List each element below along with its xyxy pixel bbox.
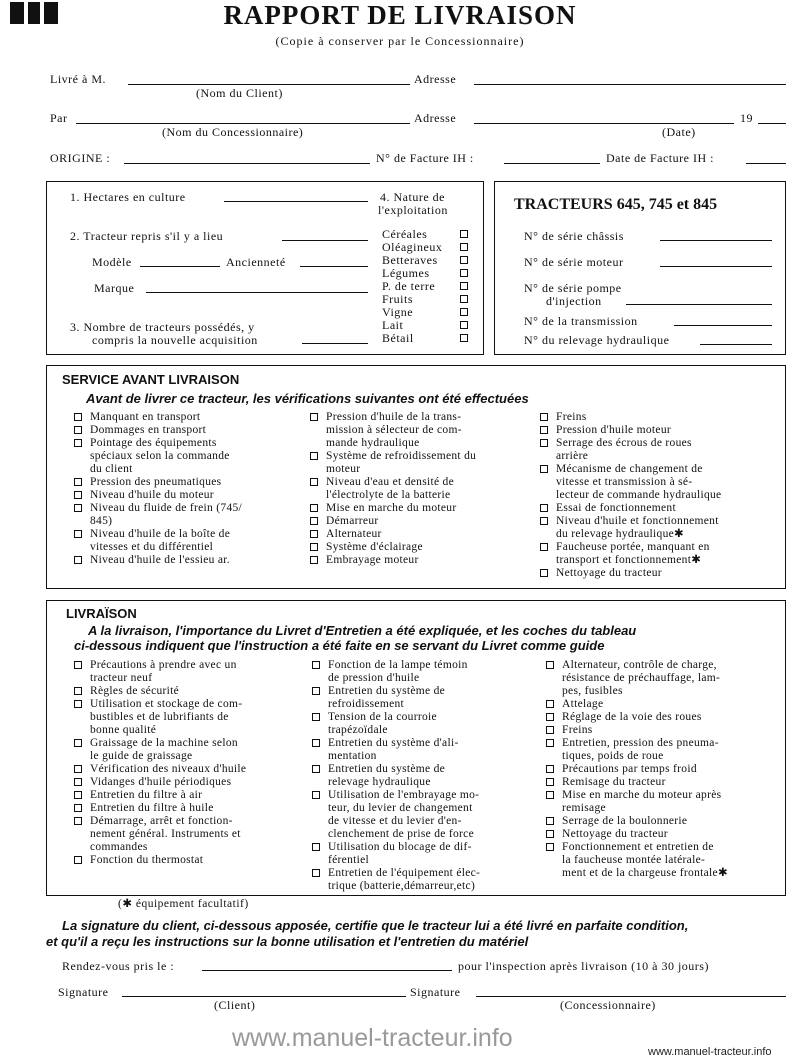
livraison-check-item bbox=[312, 711, 544, 737]
livraison-check-checkbox[interactable] bbox=[546, 843, 554, 851]
culture-checkbox[interactable] bbox=[460, 334, 468, 342]
culture-item bbox=[382, 332, 474, 345]
livraison-check-checkbox[interactable] bbox=[74, 687, 82, 695]
livraison-check-checkbox[interactable] bbox=[312, 765, 320, 773]
livraison-check-item bbox=[546, 711, 786, 724]
service-check-item bbox=[310, 515, 540, 528]
tracteur-repris-label: 2. Tracteur repris s'il y a lieu bbox=[70, 229, 224, 243]
culture-checkbox[interactable] bbox=[460, 282, 468, 290]
livraison-check-item-text: trapézoïdale bbox=[328, 724, 388, 736]
serie-moteur-label: N° de série moteur bbox=[524, 255, 624, 269]
service-check-item bbox=[540, 502, 784, 515]
livraison-check-item-text: mentation bbox=[328, 750, 377, 762]
service-check-checkbox[interactable] bbox=[74, 530, 82, 538]
tractor-models-title: TRACTEURS 645, 745 et 845 bbox=[514, 196, 718, 213]
livraison-check-item bbox=[74, 854, 310, 867]
modele-field[interactable] bbox=[140, 266, 220, 267]
livraison-check-item-text: Fonction du thermostat bbox=[90, 854, 204, 866]
livraison-check-checkbox[interactable] bbox=[74, 856, 82, 864]
livraison-check-item bbox=[546, 841, 786, 880]
livraison-check-item bbox=[312, 763, 544, 789]
service-check-item bbox=[540, 411, 784, 424]
adresse2-label: Adresse bbox=[414, 111, 457, 125]
livraison-check-item-text: bustibles et de lubrifiants de bbox=[90, 711, 229, 723]
livraison-check-item-text: Utilisation et stockage de com- bbox=[90, 698, 243, 710]
culture-label: Céréales bbox=[382, 227, 428, 241]
livraison-intro-1: A la livraison, l'importance du Livret d'Entretien a été expliquée, et les coches du tableau bbox=[88, 623, 637, 638]
service-check-item-text: Manquant en transport bbox=[90, 411, 201, 423]
livraison-check-checkbox[interactable] bbox=[546, 817, 554, 825]
livraison-check-item-text: férentiel bbox=[328, 854, 370, 866]
nombre-label-1: 3. Nombre de tracteurs possédés, y bbox=[70, 320, 255, 334]
livraison-check-checkbox[interactable] bbox=[312, 843, 320, 851]
livraison-check-checkbox[interactable] bbox=[74, 739, 82, 747]
livraison-check-item-text: Nettoyage du tracteur bbox=[562, 828, 668, 840]
livraison-check-checkbox[interactable] bbox=[546, 726, 554, 734]
service-col-2 bbox=[310, 411, 540, 567]
livraison-check-item-text: Règles de sécurité bbox=[90, 685, 180, 697]
livraison-check-item bbox=[312, 685, 544, 711]
service-check-checkbox[interactable] bbox=[310, 413, 318, 421]
livraison-check-item-text: Fonctionnement et entretien de bbox=[562, 841, 714, 853]
livraison-check-item bbox=[74, 698, 310, 737]
concessionnaire-caption: (Concessionnaire) bbox=[560, 998, 656, 1012]
service-check-item-text: Nettoyage du tracteur bbox=[556, 567, 662, 579]
client-caption: (Client) bbox=[214, 998, 256, 1012]
livraison-check-item-text: remisage bbox=[562, 802, 606, 814]
tracteur-repris-field[interactable] bbox=[282, 240, 368, 241]
culture-checkbox[interactable] bbox=[460, 256, 468, 264]
livraison-check-checkbox[interactable] bbox=[546, 713, 554, 721]
watermark-main: www.manuel-tracteur.info bbox=[232, 1024, 513, 1052]
service-check-checkbox[interactable] bbox=[310, 530, 318, 538]
cultures-list bbox=[382, 228, 474, 345]
service-check-checkbox[interactable] bbox=[74, 413, 82, 421]
service-check-checkbox[interactable] bbox=[74, 504, 82, 512]
client-signature-field[interactable] bbox=[122, 996, 406, 997]
date-facture-field[interactable] bbox=[746, 163, 786, 164]
culture-checkbox[interactable] bbox=[460, 321, 468, 329]
livraison-check-item bbox=[546, 828, 786, 841]
service-check-checkbox[interactable] bbox=[540, 439, 548, 447]
nombre-field[interactable] bbox=[302, 343, 368, 344]
livraison-check-item bbox=[74, 789, 310, 802]
nature-label-2: l'exploitation bbox=[378, 203, 448, 217]
culture-label: Bétail bbox=[382, 331, 414, 345]
livraison-check-item-text: Entretien du système de bbox=[328, 763, 446, 775]
serie-chassis-label: N° de série châssis bbox=[524, 229, 624, 243]
livraison-check-item-text: Entretien du filtre à air bbox=[90, 789, 203, 801]
service-check-checkbox[interactable] bbox=[540, 504, 548, 512]
livraison-check-checkbox[interactable] bbox=[312, 661, 320, 669]
service-check-item-text: mission à sélecteur de com- bbox=[326, 424, 462, 436]
livraison-check-item-text: commandes bbox=[90, 841, 148, 853]
livre-label: Livré à M. bbox=[50, 72, 106, 86]
service-check-item-text: vitesses et du différentiel bbox=[90, 541, 214, 553]
culture-label: Betteraves bbox=[382, 253, 438, 267]
service-check-item-text: Faucheuse portée, manquant en bbox=[556, 541, 710, 553]
relevage-label: N° du relevage hydraulique bbox=[524, 333, 670, 347]
livraison-check-checkbox[interactable] bbox=[74, 804, 82, 812]
service-check-item bbox=[310, 411, 540, 450]
livraison-check-item-text: Précautions par temps froid bbox=[562, 763, 697, 775]
livraison-check-item bbox=[546, 789, 786, 815]
year-field[interactable] bbox=[758, 123, 786, 124]
livraison-check-item-text: Entretien de l'équipement élec- bbox=[328, 867, 481, 879]
livraison-check-item-text: Précautions à prendre avec un bbox=[90, 659, 237, 671]
service-check-item-text: Niveau d'eau et densité de bbox=[326, 476, 455, 488]
livraison-col-2 bbox=[312, 659, 544, 893]
livraison-check-item-text: Utilisation de l'embrayage mo- bbox=[328, 789, 480, 801]
service-check-item-text: Système de refroidissement du bbox=[326, 450, 477, 462]
par-label: Par bbox=[50, 111, 68, 125]
year-prefix: 19 bbox=[740, 111, 753, 125]
service-check-item-text: Pointage des équipements bbox=[90, 437, 217, 449]
livraison-check-item-text: Vidanges d'huile périodiques bbox=[90, 776, 232, 788]
livraison-check-item-text: Utilisation du blocage de dif- bbox=[328, 841, 472, 853]
livraison-check-item-text: le guide de graissage bbox=[90, 750, 193, 762]
livraison-check-item bbox=[546, 724, 786, 737]
service-check-checkbox[interactable] bbox=[540, 413, 548, 421]
service-check-item-text: Freins bbox=[556, 411, 587, 423]
service-check-item-text: Niveau d'huile de la boîte de bbox=[90, 528, 231, 540]
service-check-checkbox[interactable] bbox=[74, 556, 82, 564]
service-col-1 bbox=[74, 411, 308, 567]
livraison-check-item bbox=[74, 763, 310, 776]
service-check-item-text: Serrage des écrous de roues bbox=[556, 437, 692, 449]
service-check-item-text: Niveau du fluide de frein (745/ bbox=[90, 502, 243, 514]
livraison-check-item-text: teur, du levier de changement bbox=[328, 802, 473, 814]
livraison-check-checkbox[interactable] bbox=[546, 661, 554, 669]
culture-label: Vigne bbox=[382, 305, 414, 319]
livraison-check-item bbox=[546, 815, 786, 828]
service-check-checkbox[interactable] bbox=[310, 504, 318, 512]
service-intro: Avant de livrer ce tracteur, les vérifications suivantes ont été effectuées bbox=[86, 391, 529, 406]
service-check-item-text: moteur bbox=[326, 463, 361, 475]
livraison-check-item-text: refroidissement bbox=[328, 698, 405, 710]
livraison-check-checkbox[interactable] bbox=[74, 765, 82, 773]
serie-pompe-label-1: N° de série pompe bbox=[524, 281, 622, 295]
relevage-field[interactable] bbox=[700, 344, 772, 345]
service-check-checkbox[interactable] bbox=[310, 556, 318, 564]
livraison-title: LIVRAÏSON bbox=[66, 606, 137, 621]
culture-label: Fruits bbox=[382, 292, 414, 306]
serie-pompe-field[interactable] bbox=[626, 304, 772, 305]
livraison-check-checkbox[interactable] bbox=[312, 687, 320, 695]
watermark-small: www.manuel-tracteur.info bbox=[648, 1046, 772, 1058]
service-check-item-text: Démarreur bbox=[326, 515, 379, 527]
transmission-label: N° de la transmission bbox=[524, 314, 638, 328]
service-check-checkbox[interactable] bbox=[540, 543, 548, 551]
livraison-check-checkbox[interactable] bbox=[312, 791, 320, 799]
service-check-item-text: Mise en marche du moteur bbox=[326, 502, 457, 514]
culture-checkbox[interactable] bbox=[460, 243, 468, 251]
livraison-check-item-text: Réglage de la voie des roues bbox=[562, 711, 702, 723]
culture-checkbox[interactable] bbox=[460, 230, 468, 238]
service-check-item-text: arrière bbox=[556, 450, 589, 462]
service-check-checkbox[interactable] bbox=[310, 543, 318, 551]
livraison-check-item-text: bonne qualité bbox=[90, 724, 157, 736]
livraison-check-item bbox=[74, 685, 310, 698]
livraison-check-item bbox=[546, 737, 786, 763]
dealer-address-field[interactable] bbox=[474, 123, 734, 124]
service-check-checkbox[interactable] bbox=[540, 517, 548, 525]
service-check-item bbox=[310, 502, 540, 515]
livraison-check-item-text: Graissage de la machine selon bbox=[90, 737, 238, 749]
hectares-label: 1. Hectares en culture bbox=[70, 190, 186, 204]
livraison-col-3 bbox=[546, 659, 786, 880]
service-check-item-text: Essai de fonctionnement bbox=[556, 502, 676, 514]
livraison-check-item-text: Serrage de la boulonnerie bbox=[562, 815, 688, 827]
livraison-check-item-text: Tension de la courroie bbox=[328, 711, 437, 723]
service-check-item-text: Niveau d'huile de l'essieu ar. bbox=[90, 554, 230, 566]
service-check-item-text: mande hydraulique bbox=[326, 437, 420, 449]
livraison-check-item-text: Démarrage, arrêt et fonction- bbox=[90, 815, 233, 827]
service-check-checkbox[interactable] bbox=[540, 569, 548, 577]
service-check-checkbox[interactable] bbox=[310, 452, 318, 460]
dealer-signature-label: Signature bbox=[410, 985, 461, 999]
footnote: (✱ équipement facultatif) bbox=[118, 898, 249, 910]
service-check-item-text: Niveau d'huile et fonctionnement bbox=[556, 515, 719, 527]
livraison-check-item-text: Entretien, pression des pneuma- bbox=[562, 737, 719, 749]
anciennete-field[interactable] bbox=[300, 266, 368, 267]
service-check-item-text: Alternateur bbox=[326, 528, 382, 540]
service-check-checkbox[interactable] bbox=[310, 478, 318, 486]
adresse-label: Adresse bbox=[414, 72, 457, 86]
livraison-check-checkbox[interactable] bbox=[312, 713, 320, 721]
livraison-check-item-text: Attelage bbox=[562, 698, 604, 710]
service-check-item bbox=[540, 463, 784, 502]
livraison-check-checkbox[interactable] bbox=[74, 817, 82, 825]
service-check-item bbox=[310, 450, 540, 476]
client-name-field[interactable] bbox=[128, 84, 410, 85]
service-check-item bbox=[74, 424, 308, 437]
service-title: SERVICE AVANT LIVRAISON bbox=[62, 372, 240, 387]
livraison-check-item bbox=[312, 789, 544, 841]
serie-pompe-label-2: d'injection bbox=[546, 294, 602, 308]
service-check-item bbox=[540, 437, 784, 463]
livraison-check-item bbox=[312, 867, 544, 893]
livraison-check-checkbox[interactable] bbox=[546, 700, 554, 708]
livraison-check-item-text: Mise en marche du moteur après bbox=[562, 789, 722, 801]
culture-checkbox[interactable] bbox=[460, 308, 468, 316]
livraison-check-checkbox[interactable] bbox=[312, 869, 320, 877]
nombre-label-2: compris la nouvelle acquisition bbox=[92, 333, 258, 347]
livraison-intro-2: ci-dessous indiquent que l'instruction a été faite en se servant du Livret comme guide bbox=[74, 638, 605, 653]
livraison-check-item-text: résistance de préchauffage, lam- bbox=[562, 672, 721, 684]
livraison-check-item bbox=[74, 802, 310, 815]
livraison-check-item bbox=[74, 737, 310, 763]
service-check-item-text: Dommages en transport bbox=[90, 424, 207, 436]
service-check-item bbox=[540, 567, 784, 580]
service-check-item bbox=[74, 476, 308, 489]
livraison-check-item bbox=[546, 776, 786, 789]
livraison-check-item-text: Vérification des niveaux d'huile bbox=[90, 763, 247, 775]
service-check-item bbox=[74, 411, 308, 424]
service-check-item bbox=[310, 528, 540, 541]
signature-statement-2: et qu'il a reçu les instructions sur la bonne utilisation et l'entretien du matériel bbox=[46, 934, 529, 949]
signature-statement-1: La signature du client, ci-dessous apposée, certifie que le tracteur lui a été livré en parfaite condition, bbox=[62, 918, 689, 933]
service-check-item bbox=[74, 502, 308, 528]
service-check-checkbox[interactable] bbox=[74, 478, 82, 486]
service-check-checkbox[interactable] bbox=[540, 426, 548, 434]
facture-label: N° de Facture IH : bbox=[376, 151, 474, 165]
livraison-check-checkbox[interactable] bbox=[74, 778, 82, 786]
rdv-label: Rendez-vous pris le : bbox=[62, 959, 175, 973]
service-check-checkbox[interactable] bbox=[74, 426, 82, 434]
modele-label: Modèle bbox=[92, 255, 132, 269]
culture-label: Légumes bbox=[382, 266, 430, 280]
nature-label-1: 4. Nature de bbox=[380, 190, 445, 204]
client-signature-label: Signature bbox=[58, 985, 109, 999]
service-check-item-text: 845) bbox=[90, 515, 113, 527]
inspection-text: pour l'inspection après livraison (10 à 30 jours) bbox=[458, 959, 709, 973]
livraison-check-item-text: Freins bbox=[562, 724, 593, 736]
livraison-check-item-text: Fonction de la lampe témoin bbox=[328, 659, 468, 671]
culture-label: Lait bbox=[382, 318, 404, 332]
service-check-item bbox=[74, 554, 308, 567]
service-check-item bbox=[310, 541, 540, 554]
livraison-check-item bbox=[312, 841, 544, 867]
livraison-check-item-text: Remisage du tracteur bbox=[562, 776, 666, 788]
service-check-item-text: transport et fonctionnement✱ bbox=[556, 554, 702, 566]
service-check-item-text: du relevage hydraulique✱ bbox=[556, 528, 684, 540]
marque-field[interactable] bbox=[146, 292, 368, 293]
service-check-item bbox=[310, 476, 540, 502]
service-check-item-text: du client bbox=[90, 463, 133, 475]
livraison-check-item-text: de pression d'huile bbox=[328, 672, 420, 684]
livraison-check-item-text: Entretien du système de bbox=[328, 685, 446, 697]
service-check-item-text: Pression d'huile de la trans- bbox=[326, 411, 462, 423]
service-check-item-text: vitesse et transmission à sé- bbox=[556, 476, 693, 488]
service-check-item bbox=[310, 554, 540, 567]
service-col-3 bbox=[540, 411, 784, 580]
livraison-check-item bbox=[74, 776, 310, 789]
livraison-check-item-text: trique (batterie,démarreur,etc) bbox=[328, 880, 476, 892]
service-check-item bbox=[540, 515, 784, 541]
dealer-name-field[interactable] bbox=[76, 123, 410, 124]
livraison-check-item-text: tiques, poids de roue bbox=[562, 750, 664, 762]
livraison-check-item bbox=[74, 815, 310, 854]
livraison-check-checkbox[interactable] bbox=[74, 661, 82, 669]
livraison-check-item-text: Entretien du filtre à huile bbox=[90, 802, 214, 814]
client-name-caption: (Nom du Client) bbox=[196, 86, 283, 100]
livraison-check-item bbox=[546, 659, 786, 698]
service-check-item bbox=[540, 424, 784, 437]
transmission-field[interactable] bbox=[674, 325, 772, 326]
service-check-item-text: Pression des pneumatiques bbox=[90, 476, 222, 488]
origine-label: ORIGINE : bbox=[50, 151, 111, 165]
livraison-check-checkbox[interactable] bbox=[546, 791, 554, 799]
culture-checkbox[interactable] bbox=[460, 295, 468, 303]
date-facture-label: Date de Facture IH : bbox=[606, 151, 714, 165]
service-check-item bbox=[74, 437, 308, 476]
livraison-check-checkbox[interactable] bbox=[546, 830, 554, 838]
client-address-field[interactable] bbox=[474, 84, 786, 85]
anciennete-label: Ancienneté bbox=[226, 255, 286, 269]
dealer-signature-field[interactable] bbox=[476, 996, 786, 997]
page-title: RAPPORT DE LIVRAISON bbox=[223, 0, 577, 30]
livraison-check-item-text: la faucheuse montée latérale- bbox=[562, 854, 706, 866]
service-check-item-text: Embrayage moteur bbox=[326, 554, 419, 566]
service-check-checkbox[interactable] bbox=[310, 517, 318, 525]
origine-field[interactable] bbox=[124, 163, 370, 164]
service-check-item-text: spéciaux selon la commande bbox=[90, 450, 230, 462]
date-caption: (Date) bbox=[662, 125, 696, 139]
livraison-check-item-text: tracteur neuf bbox=[90, 672, 153, 684]
hectares-field[interactable] bbox=[224, 201, 368, 202]
livraison-check-item bbox=[312, 659, 544, 685]
service-check-item bbox=[74, 489, 308, 502]
livraison-check-item-text: Alternateur, contrôle de charge, bbox=[562, 659, 717, 671]
livraison-check-item bbox=[546, 763, 786, 776]
service-check-item-text: Système d'éclairage bbox=[326, 541, 423, 553]
livraison-check-item-text: nement général. Instruments et bbox=[90, 828, 241, 840]
livraison-check-checkbox[interactable] bbox=[312, 739, 320, 747]
culture-label: Oléagineux bbox=[382, 240, 443, 254]
livraison-check-item bbox=[74, 659, 310, 685]
livraison-check-item bbox=[312, 737, 544, 763]
culture-checkbox[interactable] bbox=[460, 269, 468, 277]
service-check-checkbox[interactable] bbox=[74, 439, 82, 447]
livraison-check-item-text: clenchement de prise de force bbox=[328, 828, 474, 840]
serie-chassis-field[interactable] bbox=[660, 240, 772, 241]
service-check-item-text: lecteur de commande hydraulique bbox=[556, 489, 722, 501]
service-check-item-text: Pression d'huile moteur bbox=[556, 424, 672, 436]
livraison-check-checkbox[interactable] bbox=[74, 791, 82, 799]
livraison-check-item-text: ment et de la chargeuse frontale✱ bbox=[562, 867, 728, 879]
livraison-check-item-text: Entretien du système d'ali- bbox=[328, 737, 459, 749]
service-check-item-text: l'électrolyte de la batterie bbox=[326, 489, 451, 501]
page-subtitle: (Copie à conserver par le Concessionnaire) bbox=[275, 34, 525, 48]
service-check-item-text: Niveau d'huile du moteur bbox=[90, 489, 214, 501]
service-check-checkbox[interactable] bbox=[74, 491, 82, 499]
livraison-check-item bbox=[546, 698, 786, 711]
rdv-field[interactable] bbox=[202, 970, 452, 971]
livraison-col-1 bbox=[74, 659, 310, 867]
dealer-name-caption: (Nom du Concessionnaire) bbox=[162, 125, 304, 139]
facture-field[interactable] bbox=[504, 163, 600, 164]
livraison-check-checkbox[interactable] bbox=[74, 700, 82, 708]
culture-label: P. de terre bbox=[382, 279, 436, 293]
livraison-check-checkbox[interactable] bbox=[546, 765, 554, 773]
service-check-item-text: Mécanisme de changement de bbox=[556, 463, 703, 475]
service-check-item bbox=[74, 528, 308, 554]
livraison-check-item-text: relevage hydraulique bbox=[328, 776, 431, 788]
livraison-check-checkbox[interactable] bbox=[546, 778, 554, 786]
livraison-check-item-text: pes, fusibles bbox=[562, 685, 623, 697]
service-check-item bbox=[540, 541, 784, 567]
service-check-checkbox[interactable] bbox=[540, 465, 548, 473]
livraison-check-item-text: de vitesse et du levier d'en- bbox=[328, 815, 462, 827]
marque-label: Marque bbox=[94, 281, 135, 295]
serie-moteur-field[interactable] bbox=[660, 266, 772, 267]
livraison-check-checkbox[interactable] bbox=[546, 739, 554, 747]
